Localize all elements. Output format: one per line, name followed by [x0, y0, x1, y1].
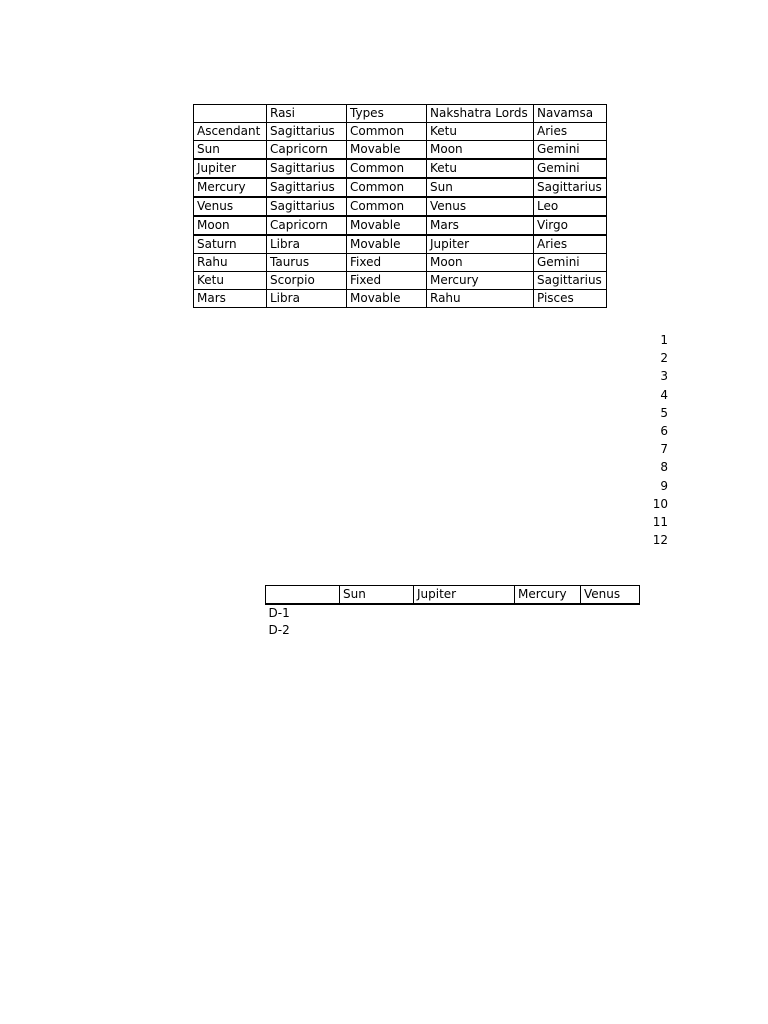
table-cell[interactable]: Aries [534, 235, 607, 254]
table-cell[interactable]: Movable [347, 235, 427, 254]
header-cell-types[interactable]: Types [347, 105, 427, 123]
number-column [630, 331, 668, 549]
header-cell-nakshatra-lords[interactable]: Nakshatra Lords [427, 105, 534, 123]
number-cell[interactable]: 2 [660, 351, 668, 366]
header-cell-venus[interactable]: Venus [581, 586, 640, 605]
table-row [194, 235, 607, 254]
header-cell-mercury[interactable]: Mercury [515, 586, 581, 605]
table-cell[interactable]: Rahu [194, 254, 267, 272]
table-row [266, 622, 640, 639]
table-cell[interactable]: Ketu [427, 123, 534, 141]
table-cell[interactable]: Virgo [534, 216, 607, 235]
number-cell[interactable]: 4 [660, 387, 668, 402]
table-cell[interactable]: Sagittarius [534, 178, 607, 197]
planet-table [193, 104, 607, 308]
number-cell[interactable]: 10 [652, 496, 668, 511]
number-cell[interactable]: 8 [660, 460, 668, 475]
header-cell-jupiter[interactable]: Jupiter [414, 586, 515, 605]
table-cell[interactable]: Jupiter [194, 159, 267, 178]
table-cell[interactable]: Saturn [194, 235, 267, 254]
table-cell[interactable]: Pisces [534, 290, 607, 308]
header-cell-sun[interactable]: Sun [340, 586, 414, 605]
number-cell[interactable]: 5 [660, 405, 668, 420]
table-row [194, 141, 607, 160]
table-cell[interactable]: Fixed [347, 272, 427, 290]
table-row [194, 290, 607, 308]
table-cell[interactable]: Rahu [427, 290, 534, 308]
table-cell[interactable]: Movable [347, 216, 427, 235]
table-cell[interactable]: Gemini [534, 254, 607, 272]
number-cell[interactable]: 1 [660, 333, 668, 347]
table-cell[interactable]: Common [347, 197, 427, 216]
table-cell[interactable]: Libra [267, 290, 347, 308]
table-row [266, 604, 640, 622]
number-cell[interactable]: 3 [660, 369, 668, 384]
table-cell[interactable]: Taurus [267, 254, 347, 272]
table-cell[interactable]: Capricorn [267, 141, 347, 160]
table-cell[interactable]: Gemini [534, 159, 607, 178]
table-cell[interactable]: Movable [347, 141, 427, 160]
table-cell[interactable]: Jupiter [427, 235, 534, 254]
table-cell[interactable]: Mars [427, 216, 534, 235]
table-cell[interactable] [581, 622, 640, 639]
number-cell[interactable]: 11 [652, 514, 668, 529]
table-cell[interactable]: Mars [194, 290, 267, 308]
table-cell[interactable]: Ketu [427, 159, 534, 178]
table-cell[interactable]: Mercury [427, 272, 534, 290]
number-cell[interactable]: 6 [660, 423, 668, 438]
header-cell-blank[interactable] [266, 586, 340, 605]
table-cell[interactable]: Sagittarius [267, 123, 347, 141]
table-cell[interactable] [515, 622, 581, 639]
table-cell[interactable]: Gemini [534, 141, 607, 160]
table-cell[interactable] [414, 622, 515, 639]
table-cell[interactable]: Moon [427, 254, 534, 272]
table-cell[interactable]: Ascendant [194, 123, 267, 141]
number-cell[interactable]: 12 [652, 533, 668, 548]
table-cell[interactable] [340, 622, 414, 639]
divisional-table [265, 585, 640, 639]
table-cell[interactable]: Common [347, 178, 427, 197]
table-cell[interactable]: Venus [427, 197, 534, 216]
table-row [194, 272, 607, 290]
table-cell[interactable]: Moon [427, 141, 534, 160]
table-cell[interactable]: Scorpio [267, 272, 347, 290]
number-cell[interactable]: 9 [660, 478, 668, 493]
table-cell[interactable]: Ketu [194, 272, 267, 290]
table-cell[interactable]: Sagittarius [534, 272, 607, 290]
table-row [194, 178, 607, 197]
table-cell[interactable]: Common [347, 159, 427, 178]
table-row [194, 197, 607, 216]
table-cell[interactable] [581, 604, 640, 622]
table-cell[interactable] [340, 604, 414, 622]
header-cell-rasi[interactable]: Rasi [267, 105, 347, 123]
table-cell[interactable] [414, 604, 515, 622]
table-cell[interactable]: Venus [194, 197, 267, 216]
table-cell[interactable]: Sagittarius [267, 178, 347, 197]
table-cell[interactable]: Aries [534, 123, 607, 141]
number-cell[interactable]: 7 [660, 442, 668, 457]
table-cell[interactable]: Mercury [194, 178, 267, 197]
row-label-d2[interactable]: D-2 [268, 623, 290, 637]
table-cell[interactable]: Sun [194, 141, 267, 160]
table-cell[interactable]: Common [347, 123, 427, 141]
table-cell[interactable]: Moon [194, 216, 267, 235]
table-row [194, 254, 607, 272]
table-cell[interactable]: Leo [534, 197, 607, 216]
table-cell[interactable]: Fixed [347, 254, 427, 272]
table-header-row [194, 105, 607, 123]
header-cell-navamsa[interactable]: Navamsa [534, 105, 607, 123]
table-cell[interactable]: Movable [347, 290, 427, 308]
table-cell[interactable] [515, 604, 581, 622]
table-header-row [266, 586, 640, 605]
table-row [194, 159, 607, 178]
row-label-d1[interactable]: D-1 [268, 606, 290, 620]
table-cell[interactable]: Sun [427, 178, 534, 197]
header-cell-blank[interactable] [194, 105, 267, 123]
table-cell[interactable]: Sagittarius [267, 159, 347, 178]
table-row [194, 216, 607, 235]
table-cell[interactable]: Libra [267, 235, 347, 254]
table-row [194, 123, 607, 141]
table-cell[interactable]: Sagittarius [267, 197, 347, 216]
table-cell[interactable]: Capricorn [267, 216, 347, 235]
